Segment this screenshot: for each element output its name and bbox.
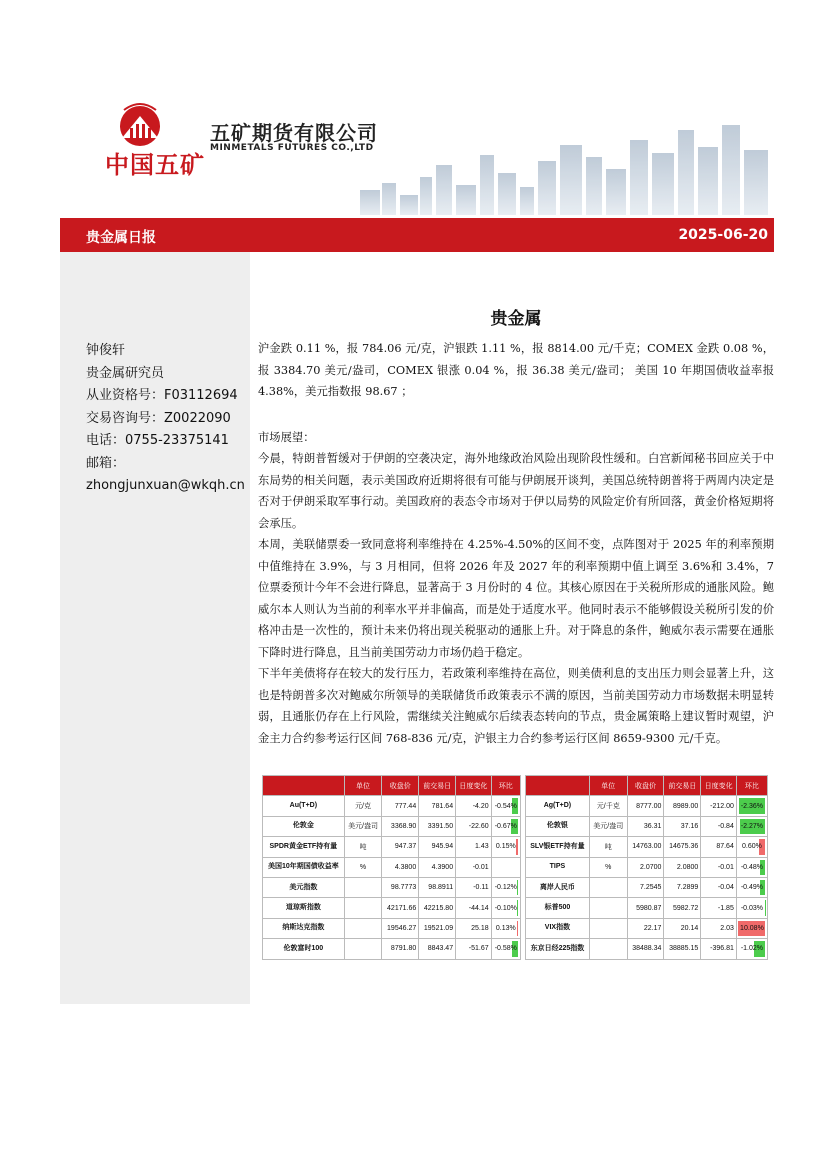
table-row: [263, 939, 768, 959]
prev-close-cell: 20.14: [664, 918, 701, 938]
header-blank: [525, 776, 589, 796]
column-header: 前交易日: [419, 776, 456, 796]
column-header: 单位: [344, 776, 382, 796]
daily-change-cell: 25.18: [456, 918, 492, 938]
daily-change-cell: -212.00: [701, 796, 737, 816]
pct-change-value: -0.49%: [740, 884, 764, 892]
prev-close-cell: 3391.50: [419, 816, 456, 836]
instrument-name: 伦敦金: [263, 816, 345, 836]
daily-change-cell: -0.84: [701, 816, 737, 836]
table-row: [263, 796, 768, 816]
instrument-name: 美元指数: [263, 877, 345, 897]
outlook-paragraph-2: 本周，美联储票委一致同意将利率维持在 4.25%-4.50%的区间不变，点阵图对于 2025 年的利率预期中值维持在 3.9%，与 3 月相同，但将 2026 年及 2027 年的利率预期中值上调至 3.6%和 3.4%，7 位票委预计今年不会进行降息，显著高于 3 月份时的 4 位。其核心原因在于关税所形成的通胀风险。鲍威尔本人则认为当前的利率水平并非偏高，而是处于适度水平。他同时表示不能够假设关税所引发的价格冲击是一次性的，预计未来仍将出现关税驱动的通胀上升。对于降息的条件，鲍威尔表示需要在通胀下降时进行降息，且当前美国劳动力市场仍趋于稳定。: [258, 538, 774, 659]
outlook-paragraph-3: 下半年美债将存在较大的发行压力，若政策利率维持在高位，则美债利息的支出压力则会显著上升，这也是特朗普多次对鲍威尔所领导的美联储货币政策表示不满的原因，当前美国劳动力市场数据未明显转弱，且通胀仍存在上行风险，需继续关注鲍威尔后续表态转向的节点，贵金属策略上建议暂时观望，沪金主力合约参考运行区间 768-836 元/克，沪银主力合约参考运行区间 8659-9300 元/千克。: [258, 667, 774, 745]
pct-change-cell: [736, 837, 767, 857]
prev-close-cell: 5982.72: [664, 898, 701, 918]
unit-cell: %: [344, 857, 382, 877]
pct-change-cell: [736, 918, 767, 938]
unit-cell: [344, 877, 382, 897]
column-header: 日度变化: [456, 776, 492, 796]
prev-close-cell: 14675.36: [664, 837, 701, 857]
close-price-cell: 2.0700: [627, 857, 664, 877]
column-header: 收盘价: [382, 776, 419, 796]
daily-change-cell: 87.64: [701, 837, 737, 857]
prev-close-cell: 8989.00: [664, 796, 701, 816]
instrument-name: 标普500: [525, 898, 589, 918]
instrument-name: SPDR黄金ETF持有量: [263, 837, 345, 857]
unit-cell: [589, 939, 627, 959]
column-header: 环比: [491, 776, 520, 796]
brand-logo-text: 中国五矿: [105, 151, 205, 179]
unit-cell: 吨: [589, 837, 627, 857]
prev-close-cell: 98.8911: [419, 877, 456, 897]
unit-cell: 元/千克: [589, 796, 627, 816]
pct-change-cell: [736, 898, 767, 918]
daily-change-cell: 1.43: [456, 837, 492, 857]
unit-cell: 元/克: [344, 796, 382, 816]
daily-change-cell: 2.03: [701, 918, 737, 938]
daily-change-cell: -1.85: [701, 898, 737, 918]
close-price-cell: 8791.80: [382, 939, 419, 959]
instrument-name: 离岸人民币: [525, 877, 589, 897]
pct-change-cell: [736, 796, 767, 816]
daily-change-cell: -44.14: [456, 898, 492, 918]
banner-title: 贵金属日报: [86, 230, 156, 246]
daily-change-cell: -0.11: [456, 877, 492, 897]
author-name: 钟俊轩: [86, 343, 126, 358]
pct-change-cell: [491, 918, 520, 938]
instrument-name: 伦敦富时100: [263, 939, 345, 959]
city-skyline-image: [360, 95, 770, 215]
instrument-name: 纳斯达克指数: [263, 918, 345, 938]
prev-close-cell: 8843.47: [419, 939, 456, 959]
unit-cell: %: [589, 857, 627, 877]
close-price-cell: 38488.34: [627, 939, 664, 959]
header-blank: [263, 776, 345, 796]
prev-close-cell: 19521.09: [419, 918, 456, 938]
close-price-cell: 42171.66: [382, 898, 419, 918]
pct-change-value: 0.13%: [495, 924, 516, 932]
instrument-name: TIPS: [525, 857, 589, 877]
close-price-cell: 98.7773: [382, 877, 419, 897]
unit-cell: [344, 939, 382, 959]
pct-change-value: -0.67%: [494, 822, 517, 830]
prev-close-cell: 781.64: [419, 796, 456, 816]
banner-date: 2025-06-20: [678, 227, 768, 243]
table-row: [263, 918, 768, 938]
pct-change-cell: [491, 837, 520, 857]
author-email-label: 邮箱：: [86, 455, 126, 471]
instrument-name: 东京日经225指数: [525, 939, 589, 959]
author-role: 贵金属研究员: [86, 365, 165, 381]
unit-cell: 美元/盎司: [589, 816, 627, 836]
pct-change-cell: [491, 898, 520, 918]
company-name-en: MINMETALS FUTURES CO.,LTD: [210, 143, 374, 153]
table-row: [263, 877, 768, 897]
column-header: 前交易日: [664, 776, 701, 796]
close-price-cell: 4.3800: [382, 857, 419, 877]
author-email[interactable]: zhongjunxuan@wkqh.cn: [86, 478, 245, 493]
pct-change-value: -0.10%: [494, 904, 517, 912]
close-price-cell: 7.2545: [627, 877, 664, 897]
pct-change-cell: [491, 939, 520, 959]
pct-change-cell: [736, 939, 767, 959]
daily-change-cell: -396.81: [701, 939, 737, 959]
close-price-cell: 947.37: [382, 837, 419, 857]
close-price-cell: 36.31: [627, 816, 664, 836]
close-price-cell: 14763.00: [627, 837, 664, 857]
report-header: [60, 95, 770, 215]
prev-close-cell: 4.3900: [419, 857, 456, 877]
report-title: 贵金属: [490, 309, 542, 329]
column-header: 收盘价: [627, 776, 664, 796]
prev-close-cell: 2.0800: [664, 857, 701, 877]
pct-change-value: -2.36%: [740, 802, 764, 810]
author-license: 从业资格号：F03112694: [86, 388, 238, 403]
column-header: 环比: [736, 776, 767, 796]
pct-change-bar: [517, 900, 518, 915]
pct-change-cell: [736, 857, 767, 877]
daily-change-cell: -4.20: [456, 796, 492, 816]
table-row: [263, 898, 768, 918]
outlook-heading: 市场展望：: [258, 431, 315, 444]
instrument-name: SLV银ETF持有量: [525, 837, 589, 857]
author-info: [86, 340, 245, 498]
author-phone: 电话：0755-23375141: [86, 433, 229, 448]
pct-change-value: -2.27%: [740, 822, 764, 830]
pct-change-value: -0.54%: [494, 802, 517, 810]
column-header: 日度变化: [701, 776, 737, 796]
instrument-name: Au(T+D): [263, 796, 345, 816]
table-row: [263, 857, 768, 877]
instrument-name: 伦敦银: [525, 816, 589, 836]
close-price-cell: 3368.90: [382, 816, 419, 836]
daily-change-cell: -51.67: [456, 939, 492, 959]
price-summary-paragraph: 沪金跌 0.11 %，报 784.06 元/克，沪银跌 1.11 %，报 8814.00 元/千克；COMEX 金跌 0.08 %，报 3384.70 美元/盎司，COMEX 银涨 0.04 %，报 36.38 美元/盎司； 美国 10 年期国债收益率报 4.38%，美元指数报 98.67 ；: [258, 342, 774, 399]
pct-change-value: -1.02%: [740, 945, 764, 953]
pct-change-cell: [736, 877, 767, 897]
table-row: [263, 837, 768, 857]
pct-change-value: -0.12%: [494, 884, 517, 892]
prev-close-cell: 38885.15: [664, 939, 701, 959]
instrument-name: 美国10年期国债收益率: [263, 857, 345, 877]
daily-change-cell: -0.04: [701, 877, 737, 897]
prev-close-cell: 7.2899: [664, 877, 701, 897]
close-price-cell: 777.44: [382, 796, 419, 816]
instrument-name: VIX指数: [525, 918, 589, 938]
table-row: [263, 816, 768, 836]
unit-cell: [344, 898, 382, 918]
pct-change-cell: [491, 816, 520, 836]
daily-change-cell: -0.01: [701, 857, 737, 877]
table-header-row: [263, 776, 768, 796]
pct-change-value: -0.48%: [740, 863, 764, 871]
unit-cell: [589, 918, 627, 938]
close-price-cell: 22.17: [627, 918, 664, 938]
pct-change-bar: [516, 839, 518, 854]
instrument-name: 道琼斯指数: [263, 898, 345, 918]
unit-cell: [344, 918, 382, 938]
pct-change-cell: [491, 857, 520, 877]
market-data-table: [262, 775, 768, 960]
unit-cell: 美元/盎司: [344, 816, 382, 836]
pct-change-value: 0.60%: [742, 843, 762, 851]
prev-close-cell: 37.16: [664, 816, 701, 836]
close-price-cell: 5980.87: [627, 898, 664, 918]
pct-change-value: 10.08%: [740, 924, 764, 932]
pct-change-cell: [491, 877, 520, 897]
unit-cell: 吨: [344, 837, 382, 857]
author-sidebar: [60, 252, 250, 1004]
close-price-cell: 19546.27: [382, 918, 419, 938]
unit-cell: [589, 898, 627, 918]
outlook-paragraph-1: 今晨，特朗普暂缓对于伊朗的空袭决定，海外地缘政治风险出现阶段性缓和。白宫新闻秘书回应关于中东局势的相关问题，表示美国政府近期将很有可能与伊朗展开谈判，美国总统特朗普将于两周内决定是否对于伊朗采取军事行动。美国政府的表态令市场对于伊以局势的风险定价有所回落，黄金价格短期将会承压。: [258, 452, 774, 530]
daily-change-cell: -22.60: [456, 816, 492, 836]
pct-change-value: -0.03%: [740, 904, 764, 912]
prev-close-cell: 945.94: [419, 837, 456, 857]
close-price-cell: 8777.00: [627, 796, 664, 816]
pct-change-cell: [736, 816, 767, 836]
minmetals-emblem-icon: [110, 100, 170, 148]
pct-change-value: 0.15%: [495, 843, 516, 851]
unit-cell: [589, 877, 627, 897]
daily-change-cell: -0.01: [456, 857, 492, 877]
pct-change-cell: [491, 796, 520, 816]
report-banner: [60, 218, 774, 252]
pct-change-bar: [517, 921, 518, 936]
prev-close-cell: 42215.80: [419, 898, 456, 918]
column-header: 单位: [589, 776, 627, 796]
author-consult-id: 交易咨询号：Z0022090: [86, 410, 231, 426]
pct-change-value: -0.58%: [494, 945, 517, 953]
instrument-name: Ag(T+D): [525, 796, 589, 816]
company-name-cn: 五矿期货有限公司: [210, 121, 378, 145]
